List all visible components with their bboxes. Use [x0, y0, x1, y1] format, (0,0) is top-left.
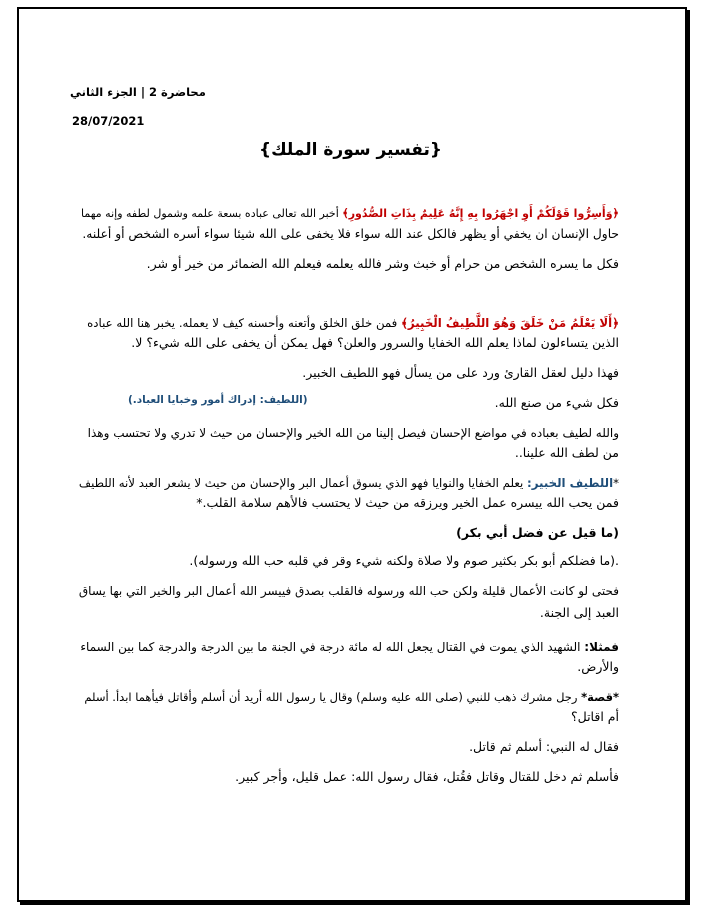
paragraph-6-line-1: والله لطيف بعباده في مواضع الإحسان فيصل إلينا من الله الخير والإحسان من حيث لا تدري ولا تحتسب وهذا [87, 426, 619, 440]
paragraph-7-line-1 [79, 472, 619, 494]
paragraph-5: فكل شيء من صنع الله. [494, 395, 619, 410]
paragraph-7-text: يعلم الخفايا والنوايا فهو الذي يسوق أعمال البر والإحسان من حيث لا يشعر العبد لأنه اللطيف [78, 476, 528, 490]
star-mark: * [613, 476, 619, 490]
lecture-date: 28/07/2021 [72, 114, 145, 128]
verse-1: ﴿وَأَسِرُّوا قَوْلَكُمْ أَوِ اجْهَرُوا بِهِ إِنَّهُ عَلِيمٌ بِذَاتِ الصُّدُورِ﴾ [342, 207, 619, 220]
paragraph-12-line-1 [79, 686, 619, 708]
paragraph-1-line-1 [79, 203, 619, 225]
definition-note: (اللطيف: إدراك أمور وخبايا العباد.) [128, 394, 308, 406]
section-heading-abu-bakr: (ما قيل عن فضل أبي بكر) [456, 525, 619, 540]
paragraph-3-line-1 [79, 312, 619, 334]
example-label: فمثلا: [584, 640, 619, 654]
paragraph-6-line-2: من لطف الله علينا.. [514, 445, 619, 460]
paragraph-12-text: رجل مشرك ذهب للنبي (صلى الله عليه وسلم) وقال يا رسول الله أريد أن أسلم وأقاتل فيأهما ابدأ. أسلم [84, 690, 582, 704]
term-latif-khabir: اللطيف الخبير: [527, 476, 614, 490]
paragraph-1-text: أخبر الله تعالى عباده بسعة علمه وشمول لطفه وإنه مهما [81, 207, 343, 220]
paragraph-3-text: فمن خلق الخلق وأتعنه وأحسنه كيف لا يعمله. يخبر هنا الله عباده [87, 316, 402, 330]
paragraph-1-line-2: حاول الإنسان ان يخفي أو يظهر فالكل عند الله سواء فلا يخفى على الله شيئا سواء أسره الشخص أو أعلنه. [82, 227, 619, 241]
paragraph-10-line-2: العبد إلى الجنة. [539, 605, 619, 620]
paragraph-11-line-1 [79, 636, 619, 658]
paragraph-13: فقال له النبي: أسلم ثم قاتل. [469, 739, 619, 754]
paragraph-10-line-1: فحتى لو كانت الأعمال قليلة ولكن حب الله ورسوله فالقلب بصدق فييسر الله أعمال البر والخير التي بها يساق [78, 584, 619, 598]
paragraph-9: .(ما فضلكم أبو بكر بكثير صوم ولا صلاة ولكنه شيء وقر في قلبه حب الله ورسوله). [189, 553, 619, 568]
paragraph-4: فهذا دليل لعقل القارئ ورد على من يسأل فهو اللطيف الخبير. [302, 365, 619, 380]
paragraph-3-line-2: الذين يتساءلون لماذا يعلم الله الخفايا والسرور والعلن؟ فهل يمكن أن يخفى على الله شيء؟ لا. [131, 335, 619, 350]
story-label: *قصة* [581, 690, 619, 704]
paragraph-11-text: الشهيد الذي يموت في القتال يجعل الله له مائة درجة في الجنة ما بين الدرجة والدرجة كما بين السماء [80, 640, 585, 654]
paragraph-12-line-2: أم اقاتل؟ [570, 709, 619, 724]
lecture-header: محاضرة 2 | الجزء الثاني [70, 85, 206, 99]
verse-2: ﴿أَلَا يَعْلَمُ مَنْ خَلَقَ وَهُوَ اللَّطِيفُ الْخَبِيرُ﴾ [401, 316, 619, 330]
paragraph-7-line-2: فمن يحب الله ييسره عمل الخير ويرزقه من حيث لا يحتسب فالأهم سلامة القلب.* [196, 495, 619, 510]
page-title: {تفسير سورة الملك} [258, 140, 443, 160]
paragraph-2: فكل ما يسره الشخص من حرام أو خبث وشر فالله يعلمه فيعلم الله الضمائر من خير أو شر. [146, 256, 619, 271]
paragraph-14: فأسلم ثم دخل للقتال وقاتل فقُتل، فقال رسول الله: عمل قليل، وأجر كبير. [235, 769, 619, 784]
paragraph-11-line-2: والأرض. [577, 659, 619, 674]
